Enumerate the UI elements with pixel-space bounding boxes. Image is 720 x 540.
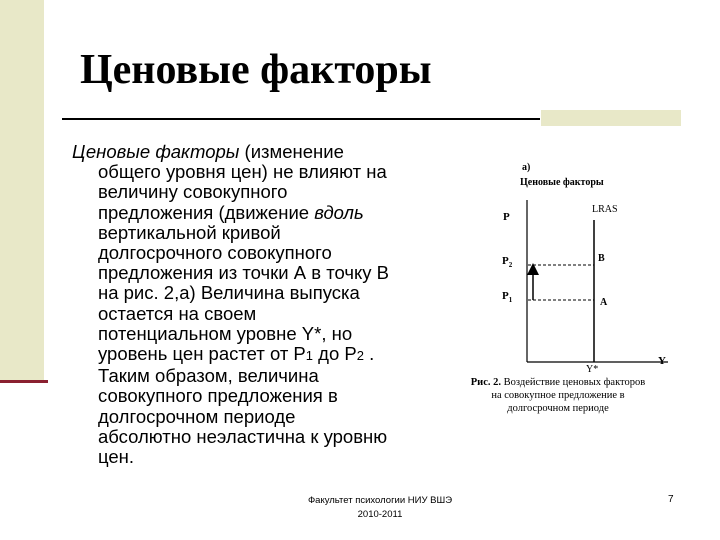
body-line: долгосрочного совокупного xyxy=(98,242,332,264)
body-line: абсолютно неэластична к уровню xyxy=(98,425,388,447)
sidebar-accent-stripe xyxy=(0,380,48,383)
body-line: предложения из точки А в точку В xyxy=(98,262,390,284)
subscript: 1 xyxy=(305,348,314,364)
body-fragment: предложения (движение xyxy=(98,201,315,223)
body-line: потенциальном уровне Y*, но xyxy=(98,322,353,344)
body-line: на рис. 2,а) Величина выпуска xyxy=(98,282,360,304)
caption-figure-number: Рис. 2. xyxy=(470,377,502,388)
point-a-label: A xyxy=(600,297,608,308)
body-line: общего уровня цен) не влияют на xyxy=(98,161,387,183)
body-fragment: уровень цен растет от Р xyxy=(98,343,306,365)
point-b-label: B xyxy=(598,253,605,264)
body-line: долгосрочном периоде xyxy=(98,405,296,427)
body-paragraph xyxy=(72,142,442,467)
figure-caption xyxy=(440,376,676,415)
subscript: 2 xyxy=(356,348,364,364)
diagram-header-line2: Ценовые факторы xyxy=(520,177,604,188)
term-emphasis: вдоль xyxy=(314,201,364,223)
y-star-label: Y* xyxy=(586,364,599,375)
body-line: вертикальной кривой xyxy=(98,221,281,243)
p1-label: $P_1$ xyxy=(502,290,513,304)
x-axis-label: Y xyxy=(658,355,666,367)
body-fragment: . xyxy=(363,343,375,365)
caption-line: долгосрочном периоде xyxy=(507,403,609,414)
diagram-header-line1: а) xyxy=(522,162,531,173)
page-number: 7 xyxy=(668,494,674,505)
caption-line xyxy=(440,376,676,389)
footer-faculty: Факультет психологии НИУ ВШЭ xyxy=(307,495,453,506)
caption-line: на совокупное предложение в xyxy=(491,390,625,401)
footer-years: 2010-2011 xyxy=(357,509,403,520)
body-line: совокупного предложения в xyxy=(98,385,338,407)
title-decoration-box xyxy=(541,110,681,126)
sidebar-decoration xyxy=(0,0,44,382)
body-line: остается на своем xyxy=(98,302,257,324)
body-fragment: до Р xyxy=(313,343,357,365)
body-line xyxy=(72,344,442,366)
body-line: величину совокупного xyxy=(98,181,288,203)
body-line xyxy=(72,142,442,162)
caption-fragment: Воздействие ценовых факторов xyxy=(501,377,646,388)
footer-credit xyxy=(250,494,510,522)
term-emphasis: Ценовые факторы xyxy=(72,141,240,162)
title-underline xyxy=(62,118,540,120)
p2-label: $P_2$ xyxy=(502,255,513,269)
body-fragment: (изменение xyxy=(239,141,344,162)
body-line: Таким образом, величина xyxy=(98,365,319,387)
slide-title: Ценовые факторы xyxy=(80,47,432,93)
y-axis-label: P xyxy=(503,211,510,223)
lras-label: LRAS xyxy=(592,204,618,215)
body-line xyxy=(72,203,442,223)
body-line: цен. xyxy=(98,446,135,468)
